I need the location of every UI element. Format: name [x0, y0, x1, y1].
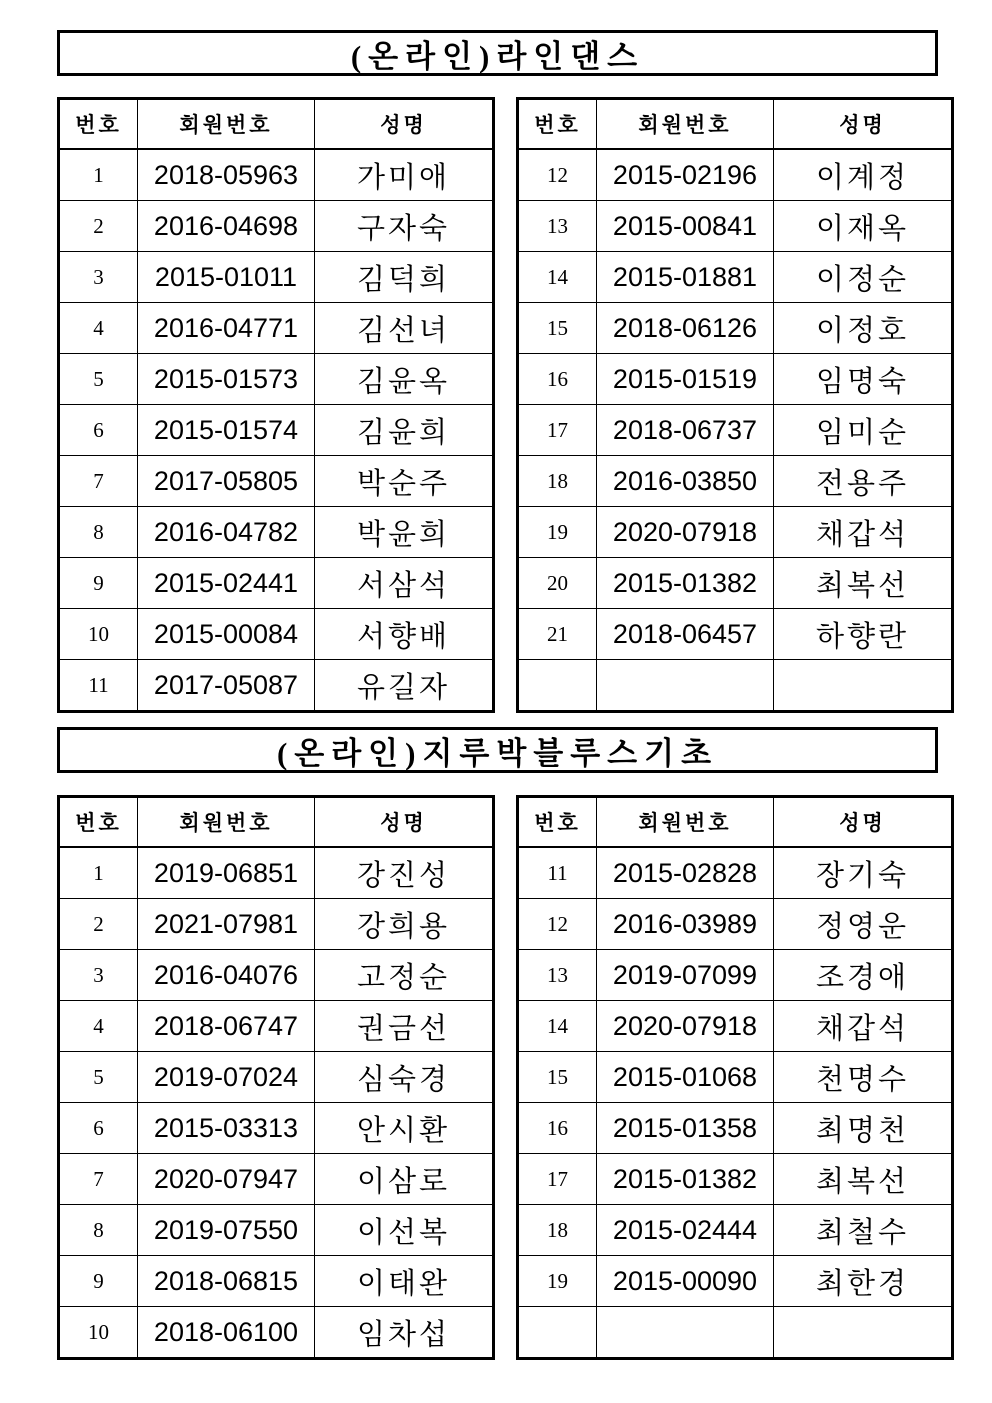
- row-number-cell: 16: [518, 354, 597, 405]
- row-number-cell: 2: [59, 899, 138, 950]
- member-id-cell: 2015-01011: [138, 252, 315, 303]
- member-id-cell: 2015-00090: [597, 1256, 774, 1307]
- column-header-name: 성명: [315, 797, 494, 848]
- member-id-cell: 2015-01574: [138, 405, 315, 456]
- table-row: [59, 847, 494, 899]
- header-row: [518, 99, 953, 150]
- member-name-cell: 최복선: [774, 1154, 953, 1205]
- row-number-cell: 5: [59, 1052, 138, 1103]
- member-name-cell: 김선녀: [315, 303, 494, 354]
- column-header-member-id: 회원번호: [138, 99, 315, 150]
- row-number-cell: 21: [518, 609, 597, 660]
- member-id-cell: 2018-06457: [597, 609, 774, 660]
- column-header-no: 번호: [518, 797, 597, 848]
- table-row: [518, 1154, 953, 1205]
- member-id-cell: 2018-06737: [597, 405, 774, 456]
- row-number-cell: 5: [59, 354, 138, 405]
- table-row: [518, 1307, 953, 1359]
- table-row: [518, 149, 953, 201]
- table-row: [518, 303, 953, 354]
- row-number-cell: 4: [59, 1001, 138, 1052]
- table-row: [518, 660, 953, 712]
- header-row: [518, 797, 953, 848]
- member-id-cell: 2015-02441: [138, 558, 315, 609]
- member-id-cell: 2017-05087: [138, 660, 315, 712]
- table-row: [59, 1154, 494, 1205]
- member-id-cell: 2015-01358: [597, 1103, 774, 1154]
- row-number-cell: 1: [59, 149, 138, 201]
- member-id-cell: 2016-04076: [138, 950, 315, 1001]
- member-name-cell: 채갑석: [774, 507, 953, 558]
- member-name-cell: 이삼로: [315, 1154, 494, 1205]
- table-row: [518, 354, 953, 405]
- row-number-cell: 18: [518, 1205, 597, 1256]
- member-name-cell: 전용주: [774, 456, 953, 507]
- table-row: [59, 660, 494, 712]
- member-name-cell: 유길자: [315, 660, 494, 712]
- row-number-cell: 19: [518, 507, 597, 558]
- table-row: [59, 1307, 494, 1359]
- member-id-cell: 2019-07024: [138, 1052, 315, 1103]
- table-row: [518, 201, 953, 252]
- table-row: [59, 303, 494, 354]
- table-row: [59, 507, 494, 558]
- column-header-no: 번호: [59, 797, 138, 848]
- member-id-cell: 2018-06126: [597, 303, 774, 354]
- member-name-cell: 임미순: [774, 405, 953, 456]
- table-row: [518, 950, 953, 1001]
- member-name-cell: 정영운: [774, 899, 953, 950]
- member-name-cell: 김덕희: [315, 252, 494, 303]
- table-row: [518, 1052, 953, 1103]
- column-header-no: 번호: [59, 99, 138, 150]
- table-header: [518, 99, 953, 150]
- row-number-cell: 3: [59, 950, 138, 1001]
- row-number-cell: 9: [59, 1256, 138, 1307]
- member-name-cell: 김윤옥: [315, 354, 494, 405]
- section-2-right-table: [516, 795, 954, 1360]
- member-id-cell: 2016-03850: [597, 456, 774, 507]
- column-header-name: 성명: [315, 99, 494, 150]
- member-name-cell: 가미애: [315, 149, 494, 201]
- member-id-cell: 2016-04771: [138, 303, 315, 354]
- section-1-title-box: [57, 30, 938, 76]
- row-number-cell: 6: [59, 405, 138, 456]
- member-name-cell: 안시환: [315, 1103, 494, 1154]
- member-id-cell: 2015-03313: [138, 1103, 315, 1154]
- member-name-cell: 임차섭: [315, 1307, 494, 1359]
- member-id-cell: 2021-07981: [138, 899, 315, 950]
- table-row: [518, 899, 953, 950]
- table-row: [59, 252, 494, 303]
- member-id-cell: 2015-01382: [597, 1154, 774, 1205]
- member-id-cell: [597, 660, 774, 712]
- row-number-cell: 13: [518, 950, 597, 1001]
- column-header-member-id: 회원번호: [138, 797, 315, 848]
- member-id-cell: 2019-07550: [138, 1205, 315, 1256]
- table-row: [518, 456, 953, 507]
- member-id-cell: 2015-01068: [597, 1052, 774, 1103]
- member-id-cell: 2018-06100: [138, 1307, 315, 1359]
- row-number-cell: 6: [59, 1103, 138, 1154]
- member-name-cell: 천명수: [774, 1052, 953, 1103]
- member-name-cell: 채갑석: [774, 1001, 953, 1052]
- member-name-cell: 박윤희: [315, 507, 494, 558]
- section-1-right-table: [516, 97, 954, 713]
- table-row: [59, 950, 494, 1001]
- table-row: [518, 1205, 953, 1256]
- member-name-cell: 장기숙: [774, 847, 953, 899]
- row-number-cell: 1: [59, 847, 138, 899]
- table-row: [59, 1103, 494, 1154]
- table-row: [518, 609, 953, 660]
- row-number-cell: 14: [518, 252, 597, 303]
- member-name-cell: 이계정: [774, 149, 953, 201]
- table-row: [518, 1103, 953, 1154]
- header-row: [59, 797, 494, 848]
- member-id-cell: 2015-02828: [597, 847, 774, 899]
- member-name-cell: 이정호: [774, 303, 953, 354]
- row-number-cell: 20: [518, 558, 597, 609]
- section-1-title: (온라인)라인댄스: [350, 38, 645, 74]
- row-number-cell: 19: [518, 1256, 597, 1307]
- row-number-cell: 8: [59, 507, 138, 558]
- member-name-cell: 최명천: [774, 1103, 953, 1154]
- row-number-cell: 16: [518, 1103, 597, 1154]
- section-1-left-table: [57, 97, 495, 713]
- column-header-name: 성명: [774, 797, 953, 848]
- member-id-cell: 2020-07947: [138, 1154, 315, 1205]
- table-row: [518, 847, 953, 899]
- table-row: [59, 149, 494, 201]
- row-number-cell: 12: [518, 149, 597, 201]
- section-1-tables: [57, 97, 954, 713]
- member-name-cell: 구자숙: [315, 201, 494, 252]
- row-number-cell: 14: [518, 1001, 597, 1052]
- member-name-cell: [774, 660, 953, 712]
- table-header: [59, 797, 494, 848]
- member-id-cell: 2015-01573: [138, 354, 315, 405]
- table-row: [59, 1205, 494, 1256]
- table-row: [59, 354, 494, 405]
- row-number-cell: 11: [59, 660, 138, 712]
- member-name-cell: 서삼석: [315, 558, 494, 609]
- table-row: [59, 1001, 494, 1052]
- row-number-cell: 4: [59, 303, 138, 354]
- member-id-cell: 2015-01881: [597, 252, 774, 303]
- member-id-cell: 2019-07099: [597, 950, 774, 1001]
- member-name-cell: 최복선: [774, 558, 953, 609]
- row-number-cell: 10: [59, 1307, 138, 1359]
- row-number-cell: 9: [59, 558, 138, 609]
- row-number-cell: 7: [59, 456, 138, 507]
- member-id-cell: 2015-00841: [597, 201, 774, 252]
- member-name-cell: 김윤희: [315, 405, 494, 456]
- row-number-cell: 11: [518, 847, 597, 899]
- row-number-cell: 12: [518, 899, 597, 950]
- member-name-cell: 이선복: [315, 1205, 494, 1256]
- member-name-cell: 심숙경: [315, 1052, 494, 1103]
- member-name-cell: 이태완: [315, 1256, 494, 1307]
- row-number-cell: [518, 1307, 597, 1359]
- row-number-cell: 15: [518, 1052, 597, 1103]
- column-header-name: 성명: [774, 99, 953, 150]
- table-row: [59, 1052, 494, 1103]
- row-number-cell: 18: [518, 456, 597, 507]
- member-name-cell: [774, 1307, 953, 1359]
- column-header-member-id: 회원번호: [597, 797, 774, 848]
- table-header: [59, 99, 494, 150]
- member-name-cell: 고정순: [315, 950, 494, 1001]
- member-name-cell: 이재옥: [774, 201, 953, 252]
- member-id-cell: 2016-03989: [597, 899, 774, 950]
- row-number-cell: 15: [518, 303, 597, 354]
- member-id-cell: 2018-06747: [138, 1001, 315, 1052]
- member-name-cell: 박순주: [315, 456, 494, 507]
- table-row: [59, 1256, 494, 1307]
- member-id-cell: 2015-02444: [597, 1205, 774, 1256]
- row-number-cell: 7: [59, 1154, 138, 1205]
- section-2-left-table: [57, 795, 495, 1360]
- member-name-cell: 서향배: [315, 609, 494, 660]
- member-name-cell: 강희용: [315, 899, 494, 950]
- table-row: [59, 201, 494, 252]
- member-id-cell: 2020-07918: [597, 1001, 774, 1052]
- member-id-cell: 2015-01382: [597, 558, 774, 609]
- row-number-cell: 10: [59, 609, 138, 660]
- member-id-cell: 2015-02196: [597, 149, 774, 201]
- member-name-cell: 권금선: [315, 1001, 494, 1052]
- section-2-title: (온라인)지루박블루스기초: [276, 735, 719, 771]
- table-row: [518, 405, 953, 456]
- member-name-cell: 최한경: [774, 1256, 953, 1307]
- column-header-member-id: 회원번호: [597, 99, 774, 150]
- member-name-cell: 최철수: [774, 1205, 953, 1256]
- table-row: [518, 1256, 953, 1307]
- table-row: [59, 558, 494, 609]
- row-number-cell: 8: [59, 1205, 138, 1256]
- table-row: [59, 899, 494, 950]
- member-id-cell: 2020-07918: [597, 507, 774, 558]
- table-row: [518, 1001, 953, 1052]
- member-name-cell: 임명숙: [774, 354, 953, 405]
- member-id-cell: 2016-04698: [138, 201, 315, 252]
- table-header: [518, 797, 953, 848]
- row-number-cell: [518, 660, 597, 712]
- member-name-cell: 강진성: [315, 847, 494, 899]
- table-row: [518, 252, 953, 303]
- column-header-no: 번호: [518, 99, 597, 150]
- member-id-cell: 2017-05805: [138, 456, 315, 507]
- member-id-cell: 2015-01519: [597, 354, 774, 405]
- table-row: [59, 405, 494, 456]
- table-row: [59, 609, 494, 660]
- member-name-cell: 이정순: [774, 252, 953, 303]
- table-row: [518, 558, 953, 609]
- member-id-cell: 2018-05963: [138, 149, 315, 201]
- section-2-tables: [57, 795, 954, 1360]
- member-id-cell: [597, 1307, 774, 1359]
- member-id-cell: 2016-04782: [138, 507, 315, 558]
- table-row: [518, 507, 953, 558]
- row-number-cell: 13: [518, 201, 597, 252]
- member-name-cell: 조경애: [774, 950, 953, 1001]
- header-row: [59, 99, 494, 150]
- row-number-cell: 17: [518, 405, 597, 456]
- row-number-cell: 17: [518, 1154, 597, 1205]
- member-id-cell: 2018-06815: [138, 1256, 315, 1307]
- member-name-cell: 하향란: [774, 609, 953, 660]
- section-2-title-box: [57, 727, 938, 773]
- row-number-cell: 3: [59, 252, 138, 303]
- member-id-cell: 2019-06851: [138, 847, 315, 899]
- member-id-cell: 2015-00084: [138, 609, 315, 660]
- row-number-cell: 2: [59, 201, 138, 252]
- table-row: [59, 456, 494, 507]
